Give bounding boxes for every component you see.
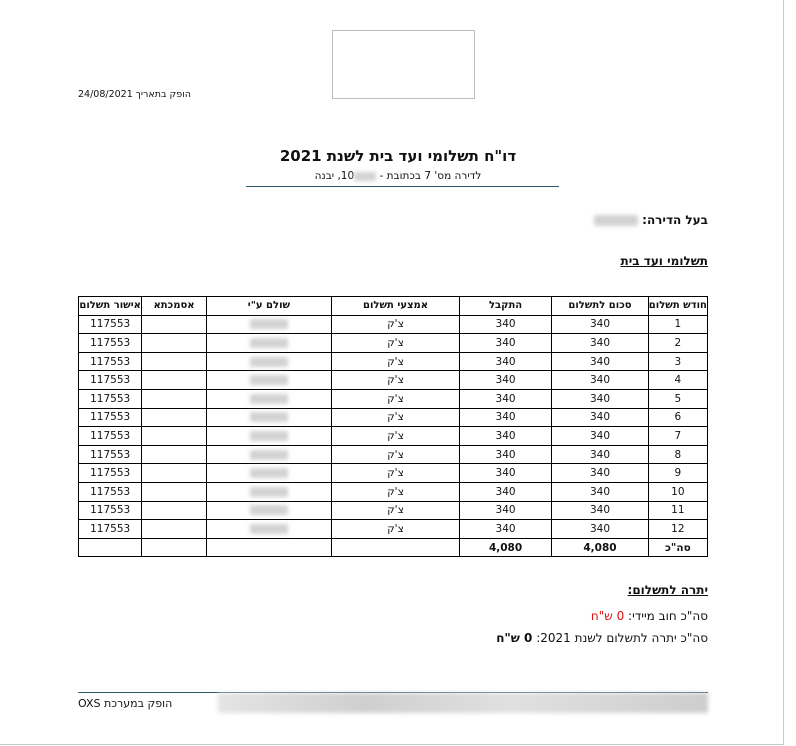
cell-amount: 340 [552,389,648,408]
cell-month: 3 [648,352,707,371]
col-header-method: אמצעי תשלום [332,297,460,316]
cell-method: צ'ק [332,371,460,390]
cell-reference [142,427,206,446]
cell-amount: 340 [552,520,648,539]
col-header-reference: אסמכתא [142,297,206,316]
cell-approval: 117553 [79,408,142,427]
cell-reference [142,315,206,334]
payments-table [78,296,708,557]
cell-received: 340 [459,464,551,483]
year-balance-line [496,631,708,645]
cell-reference [142,520,206,539]
owner-line [594,213,708,227]
cell-month: 2 [648,334,707,353]
total-empty-paid-by [206,538,332,557]
table-row [79,371,708,390]
cell-paid-by [206,520,332,539]
table-row [79,445,708,464]
report-title: דו"ח תשלומי ועד בית לשנת 2021 [279,147,517,165]
cell-approval: 117553 [79,445,142,464]
table-header-row [79,297,708,316]
cell-month: 9 [648,464,707,483]
cell-method: צ'ק [332,520,460,539]
cell-approval: 117553 [79,501,142,520]
total-received: 4,080 [459,538,551,557]
cell-received: 340 [459,482,551,501]
redacted-payer-name [250,412,288,422]
cell-month: 1 [648,315,707,334]
redacted-payer-name [250,394,288,404]
cell-month: 8 [648,445,707,464]
cell-paid-by [206,371,332,390]
cell-method: צ'ק [332,389,460,408]
table-row [79,315,708,334]
payments-section-title: תשלומי ועד בית [620,254,708,268]
cell-paid-by [206,482,332,501]
total-row [79,538,708,557]
title-divider [246,186,559,187]
cell-received: 340 [459,334,551,353]
issued-date: הופק בתאריך 24/08/2021 [78,89,191,100]
cell-approval: 117553 [79,427,142,446]
cell-reference [142,371,206,390]
cell-reference [142,482,206,501]
cell-month: 6 [648,408,707,427]
redacted-payer-name [250,319,288,329]
cell-amount: 340 [552,408,648,427]
cell-method: צ'ק [332,315,460,334]
cell-paid-by [206,352,332,371]
col-header-month: חודש תשלום [648,297,707,316]
cell-approval: 117553 [79,371,142,390]
cell-paid-by [206,334,332,353]
total-empty-method [332,538,460,557]
owner-label: בעל הדירה: [642,213,708,227]
cell-reference [142,445,206,464]
cell-reference [142,389,206,408]
cell-approval: 117553 [79,334,142,353]
redacted-payer-name [250,375,288,385]
cell-reference [142,334,206,353]
cell-approval: 117553 [79,389,142,408]
redacted-owner-name [594,215,638,226]
cell-month: 7 [648,427,707,446]
cell-amount: 340 [552,464,648,483]
subtitle-suffix: 10, יבנה [314,170,355,182]
table-row [79,464,708,483]
col-header-received: התקבל [459,297,551,316]
redacted-payer-name [250,468,288,478]
cell-amount: 340 [552,371,648,390]
cell-approval: 117553 [79,520,142,539]
cell-received: 340 [459,371,551,390]
col-header-approval: אישור תשלום [79,297,142,316]
redacted-street [354,172,376,181]
cell-received: 340 [459,352,551,371]
cell-received: 340 [459,445,551,464]
cell-amount: 340 [552,501,648,520]
redacted-payer-name [250,357,288,367]
cell-received: 340 [459,315,551,334]
col-header-amount: סכום לתשלום [552,297,648,316]
cell-amount: 340 [552,352,648,371]
report-subtitle [0,170,796,182]
cell-reference [142,408,206,427]
table-row [79,389,708,408]
logo-placeholder [332,30,475,99]
redacted-payer-name [250,431,288,441]
cell-received: 340 [459,427,551,446]
table-row [79,408,708,427]
cell-method: צ'ק [332,501,460,520]
cell-reference [142,464,206,483]
col-header-paid-by: שולם ע"י [206,297,332,316]
table-row [79,520,708,539]
cell-paid-by [206,389,332,408]
cell-approval: 117553 [79,315,142,334]
cell-reference [142,352,206,371]
cell-amount: 340 [552,427,648,446]
redacted-payer-name [250,338,288,348]
redacted-payer-name [250,524,288,534]
cell-method: צ'ק [332,445,460,464]
cell-month: 5 [648,389,707,408]
immediate-debt-line [591,609,708,623]
redacted-payer-name [250,450,288,460]
total-amount: 4,080 [552,538,648,557]
cell-amount: 340 [552,482,648,501]
cell-amount: 340 [552,334,648,353]
footer-text: הופק במערכת OXS [78,697,173,710]
year-balance-label: סה"כ יתרה לתשלום לשנת 2021: [532,631,708,645]
cell-amount: 340 [552,315,648,334]
cell-paid-by [206,408,332,427]
cell-month: 11 [648,501,707,520]
cell-paid-by [206,445,332,464]
cell-method: צ'ק [332,482,460,501]
cell-month: 10 [648,482,707,501]
cell-paid-by [206,427,332,446]
cell-method: צ'ק [332,408,460,427]
table-row [79,427,708,446]
redacted-footer-details [218,693,708,713]
subtitle-prefix: לדירה מס' 7 בכתובת - [376,170,482,182]
table-row [79,334,708,353]
redacted-payer-name [250,505,288,515]
year-balance-value: 0 ש"ח [496,631,533,645]
cell-received: 340 [459,501,551,520]
cell-received: 340 [459,408,551,427]
cell-method: צ'ק [332,464,460,483]
cell-received: 340 [459,520,551,539]
cell-method: צ'ק [332,427,460,446]
cell-approval: 117553 [79,464,142,483]
immediate-debt-value: 0 ש"ח [590,609,625,623]
table-row [79,352,708,371]
cell-method: צ'ק [332,334,460,353]
table-row [79,482,708,501]
total-label: סה"כ [648,538,707,557]
table-row [79,501,708,520]
total-empty-reference [142,538,206,557]
cell-paid-by [206,315,332,334]
cell-month: 4 [648,371,707,390]
cell-amount: 340 [552,445,648,464]
immediate-debt-label: סה"כ חוב מיידי: [624,609,708,623]
cell-approval: 117553 [79,482,142,501]
balance-title: יתרה לתשלום: [627,583,708,597]
cell-paid-by [206,464,332,483]
total-empty-approval [79,538,142,557]
cell-received: 340 [459,389,551,408]
redacted-payer-name [250,487,288,497]
cell-approval: 117553 [79,352,142,371]
cell-method: צ'ק [332,352,460,371]
cell-reference [142,501,206,520]
cell-month: 12 [648,520,707,539]
cell-paid-by [206,501,332,520]
